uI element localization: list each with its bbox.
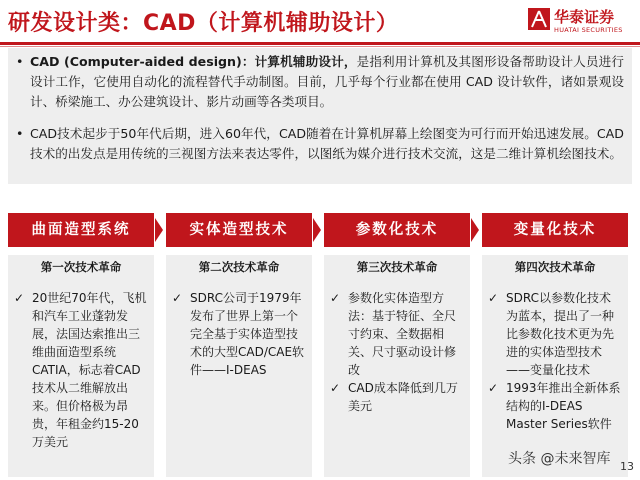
column-subheading: 第二次技术革命 bbox=[198, 260, 280, 274]
page-title: 研发设计类：CAD（计算机辅助设计） bbox=[8, 11, 399, 36]
column-body bbox=[482, 255, 628, 477]
check-icon: ✓ bbox=[330, 381, 341, 395]
check-icon: ✓ bbox=[14, 291, 25, 305]
column-heading: 变量化技术 bbox=[482, 213, 628, 247]
bullet-icon: • bbox=[16, 126, 24, 141]
column-heading: 实体造型技术 bbox=[166, 213, 312, 247]
slide-header bbox=[0, 0, 640, 44]
intro-bullet-1-text: 是指利用计算机及其图形设备帮助设计人员进行设计工作，它使用自动化的流程替代手动制图。目前，几乎每个行业都在使用 CAD 设计软件，诸如景观设计、桥梁施工、办公建筑设计、影片动画等各类项目。 bbox=[30, 54, 624, 109]
column-subheading: 第三次技术革命 bbox=[356, 260, 438, 274]
brand-logo bbox=[528, 6, 636, 38]
page-number: 13 bbox=[620, 460, 634, 473]
header-divider bbox=[0, 42, 640, 45]
check-icon: ✓ bbox=[172, 291, 183, 305]
column-body bbox=[8, 255, 154, 477]
column-heading: 参数化技术 bbox=[324, 213, 470, 247]
arrow-icon bbox=[313, 218, 321, 242]
column-body bbox=[166, 255, 312, 477]
column-point-text: 参数化实体造型方法：基于特征、全尺寸约束、全数据相关、尺寸驱动设计修改 bbox=[348, 291, 457, 377]
watermark: 头条 @未来智库 bbox=[508, 451, 611, 467]
intro-bullet-2-text: CAD技术起步于50年代后期，进入60年代，CAD随着在计算机屏幕上绘图变为可行而开始迅速发展。CAD技术的出发点是用传统的三视图方法来表达零件，以图纸为媒介进行技术交流，这是二维计算机绘图技术。 bbox=[30, 126, 624, 161]
intro-panel bbox=[8, 48, 632, 184]
column-point-text: 20世纪70年代，飞机和汽车工业蓬勃发展，法国达索推出三维曲面造型系统CATIA，标志着CAD技术从二维解放出来。但价格极为昂贵，年租金约15-20万美元 bbox=[32, 291, 147, 449]
huatai-logo-icon bbox=[528, 8, 550, 30]
column-subheading: 第四次技术革命 bbox=[514, 260, 596, 274]
bullet-icon: • bbox=[16, 54, 24, 69]
column-point-text: SDRC以参数化技术为蓝本，提出了一种比参数化技术更为先进的实体造型技术——变量化技术 bbox=[506, 291, 615, 377]
check-icon: ✓ bbox=[488, 381, 499, 395]
check-icon: ✓ bbox=[488, 291, 499, 305]
logo-text-en: HUATAI SECURITIES bbox=[554, 26, 623, 34]
check-icon: ✓ bbox=[330, 291, 341, 305]
column-subheading: 第一次技术革命 bbox=[40, 260, 122, 274]
logo-text-cn: 华泰证券 bbox=[554, 8, 615, 26]
column-point-text: SDRC公司于1979年发布了世界上第一个完全基于实体造型技术的大型CAD/CAE软件——I-DEAS bbox=[190, 291, 305, 377]
column-body bbox=[324, 255, 470, 477]
column-point-text: 1993年推出全新体系结构的I-DEAS Master Series软件 bbox=[506, 381, 621, 431]
header-divider-thin bbox=[0, 46, 640, 47]
intro-bullet-1-bold: CAD (Computer-aided design)：计算机辅助设计， bbox=[30, 54, 357, 69]
arrow-icon bbox=[155, 218, 163, 242]
column-heading: 曲面造型系统 bbox=[8, 213, 154, 247]
column-point-text: CAD成本降低到几万美元 bbox=[348, 381, 458, 413]
arrow-icon bbox=[471, 218, 479, 242]
